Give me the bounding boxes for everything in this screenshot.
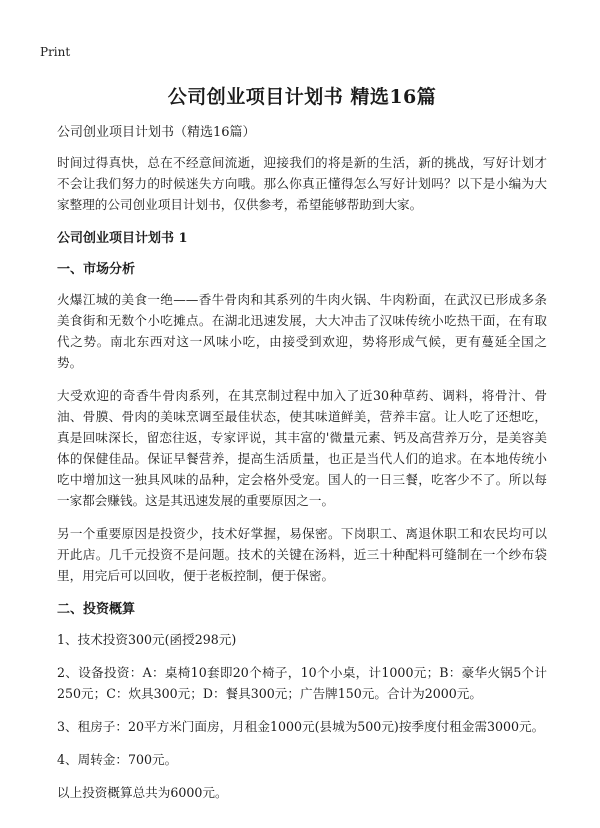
investment-item: 3、租房子：20平方米门面房，月租金1000元(县城为500元)按季度付租金需3000元。 [57, 719, 545, 734]
print-link[interactable]: Print [40, 45, 71, 59]
market-paragraph: 大受欢迎的奇香牛骨肉系列，在其烹制过程中加入了近30种草药、调料，将骨汁、骨油、骨膜、骨肉的美味烹调至最佳状态，使其味道鲜美，营养丰富。让人吃了还想吃，真是回味深长，留恋往返，专家评说，其丰富的'微量元素、钙及高营养万分，是美容美体的保健佳品。保证早餐营养，提高生活质量，也正是当代人们的追求。在本地传统小吃中增加这一独具风味的品种，定会格外受宠。国人的一日三餐，吃客少不了。所以每一家都会赚钱。这是其迅速发展的重要原因之一。 [57, 388, 547, 508]
investment-item: 1、技术投资300元(函授298元) [57, 632, 237, 647]
investment-item: 4、周转金：700元。 [57, 752, 178, 767]
market-paragraph: 火爆江城的美食一绝——香牛骨肉和其系列的牛肉火锅、牛肉粉面，在武汉已形成多条美食街和无数个小吃摊点。在湖北迅速发展，大大冲击了汉味传统小吃热干面，在有取代之势。南北东西对这一风味小吃，由接受到欢迎，势将形成气候，更有蔓延全国之势。 [57, 292, 547, 370]
document-subtitle: 公司创业项目计划书（精选16篇） [57, 125, 256, 140]
section-heading: 公司创业项目计划书 1 [57, 231, 188, 246]
market-paragraph: 另一个重要原因是投资少，技术好掌握，易保密。下岗职工、离退休职工和农民均可以开此店。几千元投资不是问题。技术的关键在汤料，近三十种配料可缝制在一个纱布袋里，用完后可以回收，便于老板控制，便于保密。 [57, 526, 547, 583]
investment-heading: 二、投资概算 [57, 602, 136, 617]
page-title: 公司创业项目计划书 精选16篇 [167, 86, 437, 108]
document-page [57, 72, 547, 815]
investment-total: 以上投资概算总共为6000元。 [57, 785, 228, 800]
investment-item: 2、设备投资：A：桌椅10套即20个椅子，10个小桌，计1000元；B：豪华火锅5个计250元；C：炊具300元；D：餐具300元；广告牌150元。合计为2000元。 [57, 665, 547, 701]
market-heading: 一、市场分析 [57, 262, 136, 277]
intro-paragraph: 时间过得真快，总在不经意间流逝，迎接我们的将是新的生活，新的挑战，写好计划才不会让我们努力的时候迷失方向哦。那么你真正懂得怎么写好计划吗？以下是小编为大家整理的公司创业项目计划书，仅供参考，希望能够帮助到大家。 [57, 155, 547, 212]
